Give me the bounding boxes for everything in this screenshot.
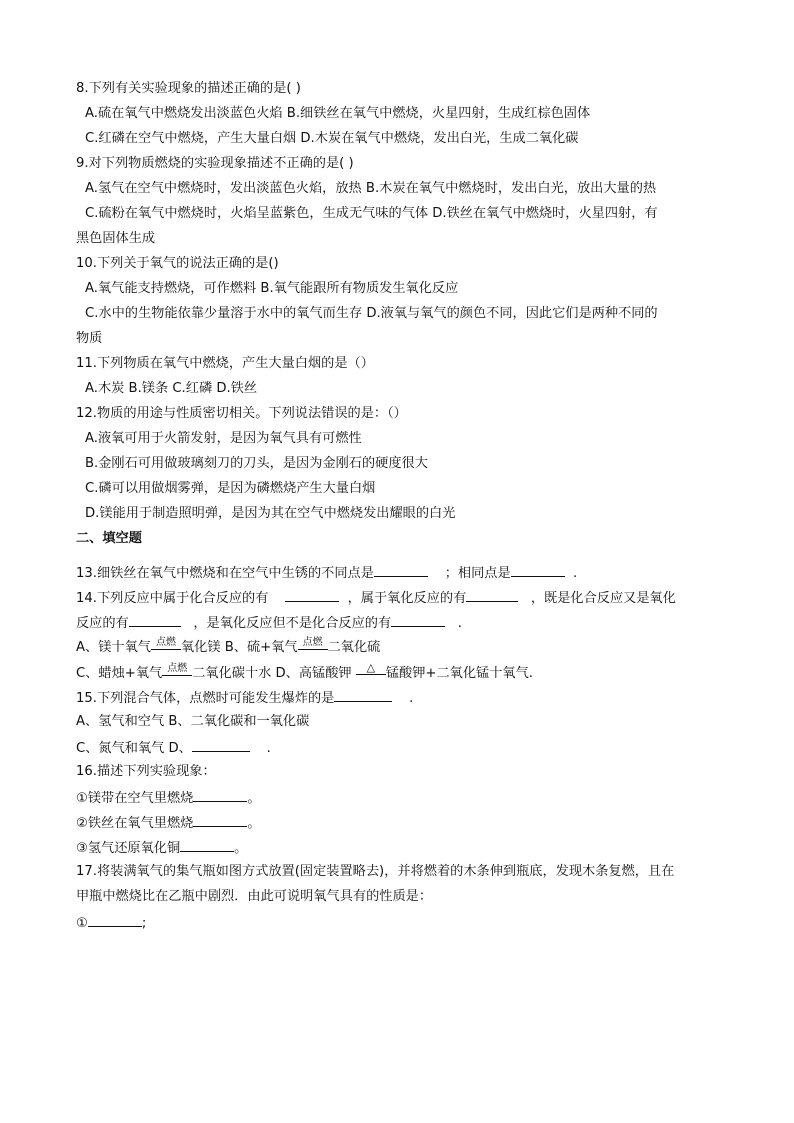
question-17-item-1 bbox=[76, 913, 146, 933]
question-15-text: 15.下列混合气体，点燃时可能发生爆炸的是 bbox=[76, 691, 335, 706]
question-17-line1: 17.将装满氧气的集气瓶如图方式放置(固定装置略去)，并将燃着的木条伸到瓶底，发现木条复燃，且在 bbox=[76, 864, 675, 879]
section-title-fill-blank: 二、填空题 bbox=[76, 531, 142, 546]
reaction-a-reactants: A、镁十氧气 bbox=[76, 640, 151, 655]
question-10-stem: 10.下列关于氧气的说法正确的是() bbox=[76, 256, 279, 271]
question-15-options-ab: A、氢气和空气 B、二氧化碳和一氧化碳 bbox=[76, 714, 310, 729]
question-9-options-ab: A.氢气在空气中燃烧时，发出淡蓝色火焰，放热 B.木炭在氧气中燃烧时，发出白光，放出大量的热 bbox=[85, 181, 657, 196]
reaction-b-reactants: B、硫+氧气 bbox=[224, 640, 298, 655]
question-15-stem bbox=[76, 688, 413, 708]
question-10-options-ab: A.氧气能支持燃烧，可作燃料 B.氧气能跟所有物质发生氧化反应 bbox=[85, 281, 459, 296]
question-14-text: ，既是化合反应又是氧化 bbox=[530, 591, 676, 606]
question-13-part2: ；相同点是 bbox=[444, 566, 511, 581]
question-17-item-number: ① bbox=[76, 916, 88, 931]
question-15-end: . bbox=[409, 691, 414, 706]
question-12-option-d: D.镁能用于制造照明弹，是因为其在空气中燃烧发出耀眼的白光 bbox=[85, 506, 456, 521]
question-9-options-cd-cont: 黑色固体生成 bbox=[76, 231, 156, 246]
question-15-options-cd bbox=[76, 738, 271, 758]
question-14-line1 bbox=[76, 588, 676, 608]
period: 。 bbox=[247, 816, 261, 831]
answer-blank[interactable] bbox=[374, 563, 428, 577]
question-8-options-ab: A.硫在氧气中燃烧发出淡蓝色火焰 B.细铁丝在氧气中燃烧，火星四射，生成红棕色固体 bbox=[85, 106, 591, 121]
question-14-reactions-ab bbox=[76, 638, 380, 657]
question-14-text: 14.下列反应中属于化合反应的有 bbox=[76, 591, 269, 606]
reaction-c-products: 二氧化碳十水 bbox=[192, 666, 272, 681]
question-13-end: . bbox=[573, 566, 578, 581]
question-16-item-2 bbox=[76, 813, 261, 833]
question-16-item-1 bbox=[76, 788, 261, 808]
question-14-text: ，属于氧化反应的有 bbox=[347, 591, 467, 606]
answer-blank[interactable] bbox=[193, 788, 247, 802]
question-14-text: 反应的有 bbox=[76, 616, 129, 631]
reaction-b-products: 二氧化硫 bbox=[327, 640, 381, 655]
ignite-arrow-icon: 点燃 bbox=[162, 664, 192, 674]
question-16-stem: 16.描述下列实验现象： bbox=[76, 764, 216, 779]
answer-blank[interactable] bbox=[285, 588, 339, 602]
question-9-stem: 9.对下列物质燃烧的实验现象描述不正确的是( ) bbox=[76, 156, 354, 171]
ignite-arrow-icon: 点燃 bbox=[298, 638, 328, 648]
answer-blank[interactable] bbox=[511, 563, 565, 577]
question-16-item-3 bbox=[76, 838, 247, 858]
question-9-options-cd: C.硫粉在氧气中燃烧时，火焰呈蓝紫色，生成无气味的气体 D.铁丝在氧气中燃烧时，火星四射，有 bbox=[85, 206, 658, 221]
question-12-option-b: B.金刚石可用做玻璃刻刀的刀头，是因为金刚石的硬度很大 bbox=[85, 456, 428, 471]
period: 。 bbox=[234, 841, 248, 856]
question-12-option-a: A.液氧可用于火箭发射，是因为氧气具有可燃性 bbox=[85, 431, 362, 446]
period: 。 bbox=[247, 791, 261, 806]
answer-blank[interactable] bbox=[129, 613, 181, 627]
question-11-stem: 11.下列物质在氧气中燃烧，产生大量白烟的是（） bbox=[76, 356, 374, 371]
question-16-item-text: ③氢气还原氧化铜 bbox=[76, 841, 181, 856]
question-15-end: . bbox=[266, 741, 271, 756]
question-14-line2 bbox=[76, 613, 462, 633]
answer-blank[interactable] bbox=[334, 688, 392, 702]
question-8-options-cd: C.红磷在空气中燃烧，产生大量白烟 D.木炭在氧气中燃烧，发出白光，生成二氧化碳 bbox=[85, 131, 579, 146]
answer-blank[interactable] bbox=[193, 813, 247, 827]
question-17-line2: 甲瓶中燃烧比在乙瓶中剧烈．由此可说明氧气具有的性质是： bbox=[76, 889, 433, 904]
answer-blank[interactable] bbox=[192, 738, 250, 752]
answer-blank[interactable] bbox=[180, 838, 234, 852]
reaction-d-reactants: D、高锰酸钾 bbox=[275, 666, 352, 681]
question-8-stem: 8.下列有关实验现象的描述正确的是( ) bbox=[76, 81, 301, 96]
question-14-text: . bbox=[457, 616, 462, 631]
semicolon: ; bbox=[141, 916, 147, 931]
answer-blank[interactable] bbox=[466, 588, 518, 602]
question-15-option-c: C、氮气和氧气 D、 bbox=[76, 741, 192, 756]
question-16-item-text: ②铁丝在氧气里燃烧 bbox=[76, 816, 194, 831]
question-12-option-c: C.磷可以用做烟雾弹，是因为磷燃烧产生大量白烟 bbox=[85, 481, 376, 496]
question-13 bbox=[76, 563, 577, 583]
heat-arrow-icon: △ bbox=[356, 663, 386, 673]
answer-blank[interactable] bbox=[391, 613, 445, 627]
question-16-item-text: ①镁带在空气里燃烧 bbox=[76, 791, 194, 806]
question-13-part1: 13.细铁丝在氧气中燃烧和在空气中生锈的不同点是 bbox=[76, 566, 374, 581]
question-12-stem: 12.物质的用途与性质密切相关。下列说法错误的是：（） bbox=[76, 406, 407, 421]
question-14-text: ，是氧化反应但不是化合反应的有 bbox=[193, 616, 392, 631]
answer-blank[interactable] bbox=[88, 913, 142, 927]
question-14-reactions-cd bbox=[76, 663, 533, 683]
ignite-arrow-icon: 点燃 bbox=[151, 638, 181, 648]
question-10-options-cd-cont: 物质 bbox=[76, 331, 103, 346]
reaction-c-reactants: C、蜡烛+氧气 bbox=[76, 666, 163, 681]
reaction-d-products: 锰酸钾+二氧化锰十氧气. bbox=[385, 666, 533, 681]
reaction-a-products: 氧化镁 bbox=[180, 640, 221, 655]
question-11-options: A.木炭 B.镁条 C.红磷 D.铁丝 bbox=[85, 381, 258, 396]
question-10-options-cd: C.水中的生物能依靠少量溶于水中的氧气而生存 D.液氧与氧气的颜色不同，因此它们是两种不同的 bbox=[85, 306, 658, 321]
